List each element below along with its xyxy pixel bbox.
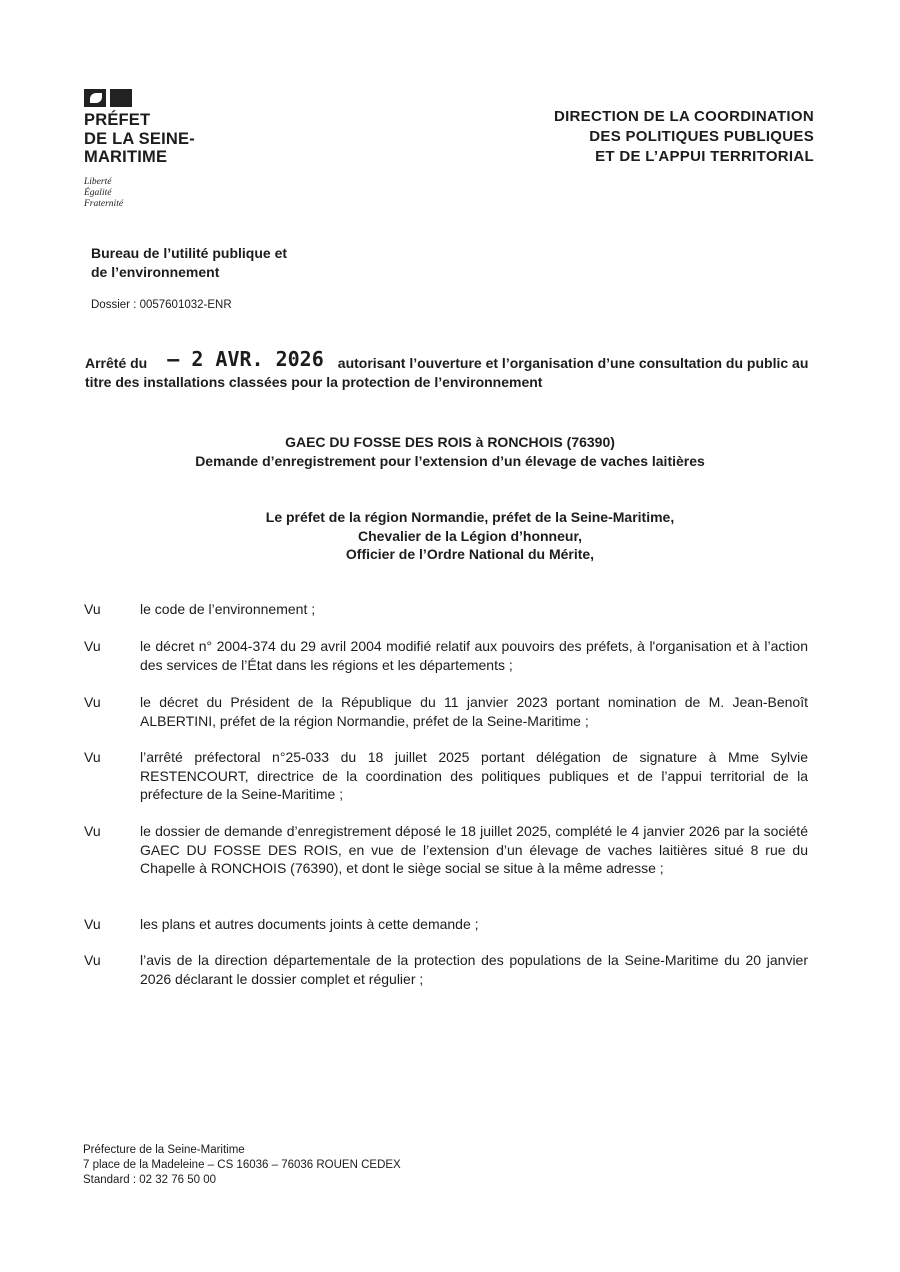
arrete-title	[85, 347, 825, 392]
vu-text: l’avis de la direction départementale de la protection des populations de la Seine-Maritime du 20 janvier 2026 déclarant le dossier complet et régulier ;	[140, 952, 808, 987]
prefet-titles: Le préfet de la région Normandie, préfet de la Seine-Maritime, Chevalier de la Légion d’honneur, Officier de l’Ordre National du Mérite,	[265, 509, 675, 562]
vu-label: Vu	[84, 952, 101, 968]
vu-item	[84, 915, 808, 934]
vu-item	[84, 822, 808, 878]
footer-address: Préfecture de la Seine-Maritime 7 place de la Madeleine – CS 16036 – 76036 ROUEN CEDEX Standard : 02 32 76 50 00	[83, 1144, 401, 1186]
vu-item	[84, 600, 808, 619]
vu-text: les plans et autres documents joints à cette demande ;	[140, 916, 479, 932]
prefecture-logo	[84, 89, 214, 210]
vu-text: l’arrêté préfectoral n°25-033 du 18 juillet 2025 portant délégation de signature à Mme Sylvie RESTENCOURT, directrice de la coordination des politiques publiques et de l’appui territorial de la préfecture de la Seine-Maritime ;	[140, 749, 808, 802]
vu-label: Vu	[84, 823, 101, 839]
arrete-rest: autorisant l’ouverture et l’organisation d’une consultation du public au titre des installations classées pour la protection de l’environnement	[85, 355, 809, 390]
logo-title: PRÉFET DE LA SEINE- MARITIME	[84, 111, 195, 166]
dossier-number: Dossier : 0057601032-ENR	[91, 299, 232, 311]
vu-text: le décret n° 2004-374 du 29 avril 2004 modifié relatif aux pouvoirs des préfets, à l'organisation et à l’action des services de l’État dans les régions et les départements ;	[140, 638, 808, 673]
direction-header: DIRECTION DE LA COORDINATION DES POLITIQUES PUBLIQUES ET DE L’APPUI TERRITORIAL	[553, 108, 814, 165]
vu-text: le dossier de demande d’enregistrement déposé le 18 juillet 2025, complété le 4 janvier 2026 par la société GAEC DU FOSSE DES ROIS, en vue de l’extension d’un élevage de vaches laitières situé 8 rue du Chapelle à RONCHOIS (76390), et dont le siège social se situe à la même adresse ;	[140, 823, 808, 876]
vu-label: Vu	[84, 601, 101, 617]
republic-motto: Liberté Égalité Fraternité	[84, 176, 124, 209]
vu-item	[84, 748, 808, 804]
arrete-prefix: Arrêté du	[85, 355, 148, 371]
vu-label: Vu	[84, 916, 101, 932]
vu-label: Vu	[84, 749, 101, 765]
vu-text: le code de l’environnement ;	[140, 601, 316, 617]
subject-block: GAEC DU FOSSE DES ROIS à RONCHOIS (76390) Demande d’enregistrement pour l’extension d’un élevage de vaches laitières	[195, 434, 705, 469]
vu-item	[84, 693, 808, 730]
vu-item	[84, 951, 808, 988]
bureau-name: Bureau de l’utilité publique et de l’environnement	[91, 245, 288, 280]
vu-text: le décret du Président de la République du 11 janvier 2023 portant nomination de M. Jean-Benoît ALBERTINI, préfet de la région Normandie, préfet de la Seine-Maritime ;	[140, 694, 808, 729]
vu-label: Vu	[84, 638, 101, 654]
marianne-logo-icon	[84, 89, 132, 107]
vu-item	[84, 637, 808, 674]
date-stamp: – 2 AVR. 2026	[167, 347, 324, 371]
vu-label: Vu	[84, 694, 101, 710]
